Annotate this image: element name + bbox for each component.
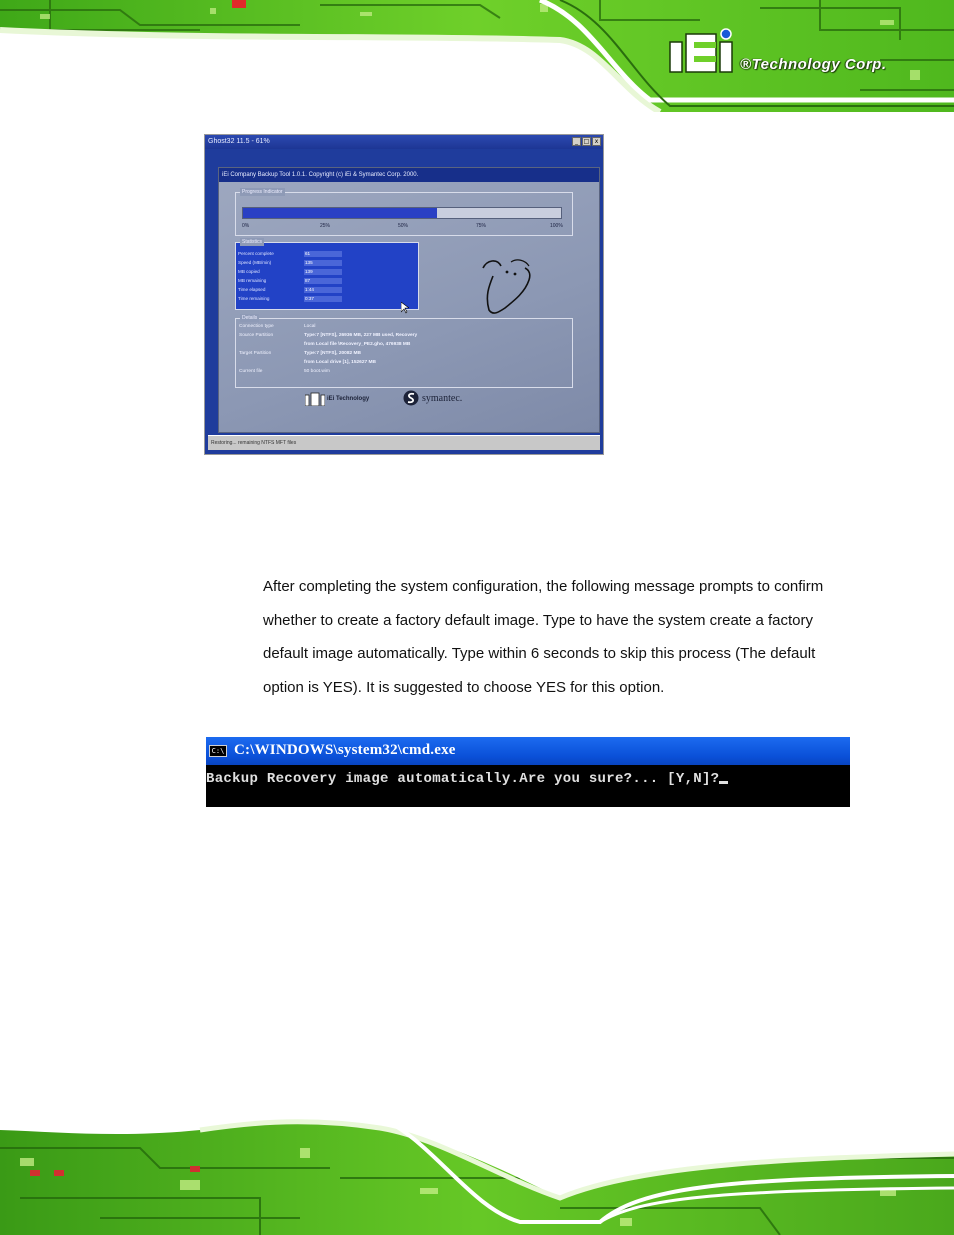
progress-tick: 75% xyxy=(476,223,487,229)
stat-label: Percent complete xyxy=(238,251,274,256)
progress-tick: 100% xyxy=(550,223,563,229)
progress-label: Progress Indicator xyxy=(242,189,283,195)
progress-group xyxy=(235,189,573,236)
details-label: Details xyxy=(242,315,258,321)
minimize-button[interactable]: _ xyxy=(572,137,581,146)
progress-fill xyxy=(243,208,437,218)
progress-bar xyxy=(242,207,562,219)
iei-small-logo-icon xyxy=(305,392,325,406)
symantec-label: symantec. xyxy=(422,393,463,404)
detail-value: Type:7 [NTFS], 20082 MB xyxy=(304,351,361,356)
statistics-label: Statistics xyxy=(242,239,263,245)
ghost-status-bar: Restoring... remaining NTFS MFT files xyxy=(208,435,600,450)
statistics-group xyxy=(235,239,419,310)
cmd-window xyxy=(206,737,850,807)
ghost-app-title: iEi Company Backup Tool 1.0.1. Copyright (c) iEi & Symantec Corp. 2000. xyxy=(219,168,599,182)
stat-label: Speed (MB/min) xyxy=(238,260,272,265)
progress-tick: 50% xyxy=(398,223,409,229)
close-button[interactable]: x xyxy=(592,137,601,146)
detail-value: Local xyxy=(304,324,316,329)
detail-value: from Local file \Recovery_PE2.gho, 476938 MB xyxy=(304,342,411,347)
ghost-app-panel xyxy=(218,167,600,433)
ghost-window-title: Ghost32 11.5 - 61% xyxy=(208,138,270,145)
ghost-backup-screenshot xyxy=(205,135,603,454)
stat-value: 135 xyxy=(304,260,342,266)
detail-label: Target Partition xyxy=(239,351,272,356)
ghost-titlebar xyxy=(205,135,603,149)
iei-logo-icon xyxy=(668,28,738,74)
stat-value: 87 xyxy=(304,278,342,284)
cmd-icon: C:\ xyxy=(209,745,227,757)
stat-label: Time elapsed xyxy=(238,287,266,292)
stat-value: 139 xyxy=(304,269,342,275)
detail-value: 50 boot.wim xyxy=(304,369,330,374)
window-controls xyxy=(572,137,601,146)
details-group xyxy=(235,315,573,388)
detail-value: from Local drive [1], 152627 MB xyxy=(304,360,376,365)
brand-text: ®Technology Corp. xyxy=(740,56,887,73)
progress-tick: 0% xyxy=(242,223,250,229)
detail-label: Current file xyxy=(239,369,263,374)
maximize-button[interactable]: □ xyxy=(583,138,590,145)
instruction-paragraph: After completing the system configuration, the following message prompts to confirm whether to create a factory default image. Type to have the system create a factory default image automatically. Type within 6 seconds to skip this process (The default option is YES). It is suggested to choose YES for this option. xyxy=(263,578,824,697)
stat-value: 61 xyxy=(304,251,342,257)
circuit-board-footer-graphic xyxy=(0,1118,954,1235)
stat-label: MB copied xyxy=(238,269,260,274)
cmd-title: C:\WINDOWS\system32\cmd.exe xyxy=(234,742,456,758)
detail-value: Type:7 [NTFS], 26936 MB, 227 MB used, Recovery xyxy=(304,333,418,338)
mouse-pointer-icon xyxy=(401,302,409,314)
stat-label: MB remaining xyxy=(238,278,267,283)
stat-value: 1:44 xyxy=(304,287,342,293)
stat-label: Time remaining xyxy=(238,296,270,301)
header-banner xyxy=(0,0,954,112)
cmd-prompt-text: Backup Recovery image automatically.Are you sure?... [Y,N]? xyxy=(206,771,720,787)
ghost-mascot-icon xyxy=(471,252,541,322)
detail-label: Connection type xyxy=(239,324,274,329)
progress-tick: 25% xyxy=(320,223,331,229)
footer-banner xyxy=(0,1118,954,1235)
cmd-prompt-line xyxy=(206,771,728,787)
detail-label: Source Partition xyxy=(239,333,274,338)
iei-technology-label: iEi Technology xyxy=(327,396,370,402)
stat-value: 0:37 xyxy=(304,296,342,302)
cursor-icon xyxy=(719,781,728,784)
symantec-logo-icon xyxy=(403,390,419,406)
cmd-titlebar xyxy=(206,737,850,765)
